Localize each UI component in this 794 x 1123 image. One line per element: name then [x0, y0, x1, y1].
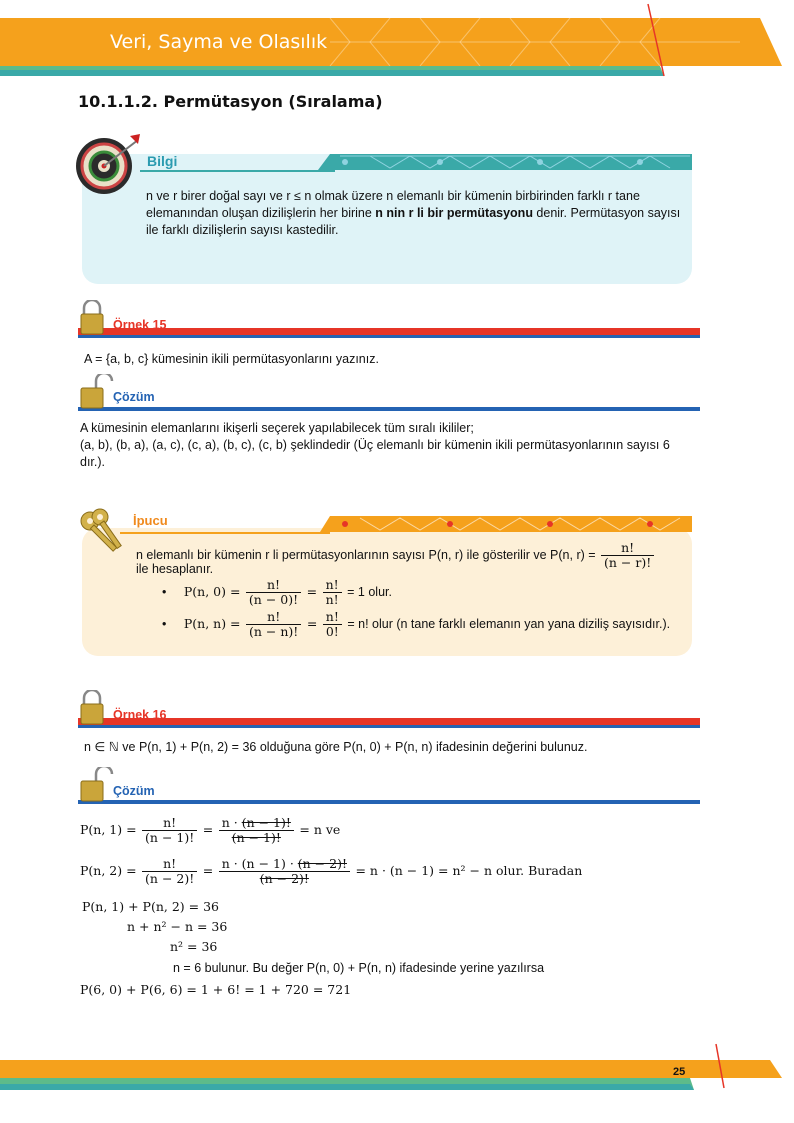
- ipucu-b1-frac2: [323, 578, 342, 607]
- cozum2-eq2: [80, 857, 582, 886]
- ipucu-b1-den2: n!: [325, 592, 339, 607]
- cozum2-eq2-frac1: [142, 857, 197, 886]
- cozum2-eq2-tail: = n · (n − 1) = n² − n olur. Buradan: [355, 862, 583, 878]
- cozum2-eq1-num2-b: (n − 1)!: [241, 815, 291, 830]
- ipucu-line2: ile hesaplanır.: [136, 562, 214, 576]
- bullet-dot-icon: •: [162, 616, 167, 631]
- section-title: 10.1.1.2. Permütasyon (Sıralama): [78, 92, 383, 111]
- ipucu-b1-num1: n!: [246, 578, 301, 593]
- header-title: Veri, Sayma ve Olasılık: [110, 31, 328, 53]
- cozum2-eq2-num1: n!: [142, 857, 197, 872]
- ipucu-b2-num1: n!: [246, 610, 301, 625]
- cozum2-eq2-den1: (n − 2)!: [145, 871, 195, 886]
- ornek15-question: A = {a, b, c} kümesinin ikili permütasyonlarını yazınız.: [84, 352, 379, 366]
- ipucu-formula-den: (n − r)!: [604, 555, 652, 570]
- cozum1-header: [78, 374, 700, 414]
- ipucu-label: İpucu: [133, 513, 168, 528]
- page-number: 25: [673, 1066, 686, 1078]
- cozum2-eq1-den1: (n − 1)!: [145, 830, 195, 845]
- bilgi-text-after: denir. Permütasyon sayısı ile farklı dizilişlerin sayısı kastedilir.: [146, 206, 681, 237]
- ipucu-b1-eq: =: [306, 583, 318, 599]
- dartboard-icon: [72, 130, 142, 200]
- cozum2-line3: P(n, 1) + P(n, 2) = 36: [82, 899, 219, 914]
- ipucu-b1-tail: = 1 olur.: [347, 584, 392, 599]
- cozum1-label: Çözüm: [113, 390, 155, 404]
- keys-icon: [76, 505, 136, 565]
- cozum2-eq2-num2-b: (n − 2)!: [297, 856, 347, 871]
- ipucu-b2-num2: n!: [323, 610, 342, 625]
- ipucu-b1-lhs: P(n, 0) =: [183, 583, 241, 599]
- cozum2-eq2-den2: (n − 2)!: [259, 871, 309, 886]
- bilgi-label: Bilgi: [147, 153, 178, 169]
- ipucu-formula-fraction: [601, 541, 654, 570]
- cozum1-line2: (a, b), (b, a), (a, c), (c, a), (b, c), (c, b) şeklindedir (Üç elemanlı bir kümenin ikili permütasyonlarının sayısı 6 dır.).: [80, 438, 670, 469]
- ornek15-label: Örnek 15: [113, 318, 167, 332]
- bullet-dot-icon: •: [162, 584, 167, 599]
- ipucu-b2-frac1: [246, 610, 301, 639]
- bilgi-text-bold: n nin r li bir permütasyonu: [375, 206, 533, 220]
- cozum2-line6: n = 6 bulunur. Bu değer P(n, 0) + P(n, n) ifadesinde yerine yazılırsa: [173, 961, 545, 975]
- cozum2-eq2-frac2: [219, 857, 350, 886]
- ornek16-header: [78, 690, 700, 730]
- ornek15-header: [78, 300, 700, 340]
- cozum2-eq1-tail: = n ve: [299, 821, 341, 837]
- ipucu-b2-den1: (n − n)!: [249, 624, 299, 639]
- cozum2-line4: n + n² − n = 36: [127, 919, 228, 934]
- cozum2-header: [78, 767, 700, 807]
- cozum1-line1: A kümesinin elemanlarını ikişerli seçerek yapılabilecek tüm sıralı ikililer;: [80, 421, 474, 435]
- ipucu-b1-frac1: [246, 578, 301, 607]
- ipucu-b2-lhs: P(n, n) =: [183, 615, 241, 631]
- ipucu-bullet-1: [162, 578, 392, 607]
- ipucu-bullet-2: [162, 610, 670, 639]
- cozum2-eq1-lhs: P(n, 1) =: [80, 821, 137, 837]
- cozum2-eq1-eq: =: [202, 821, 214, 837]
- cozum2-eq2-lhs: P(n, 2) =: [80, 862, 137, 878]
- cozum2-line7: P(6, 0) + P(6, 6) = 1 + 6! = 1 + 720 = 721: [80, 982, 352, 997]
- ipucu-b1-den1: (n − 0)!: [248, 592, 299, 607]
- bilgi-text-before: n ve r birer doğal sayı ve r ≤ n olmak üzere n elemanlı bir kümenin birbirinden farklı r tane elemanından oluşan dizilişlerin her birine: [146, 189, 640, 220]
- cozum2-eq1-num2-a: n ·: [221, 815, 242, 830]
- cozum2-eq1-num2: [219, 816, 294, 831]
- cozum2-eq1-num1: n!: [142, 816, 197, 831]
- cozum2-eq2-num2: [219, 857, 350, 872]
- cozum2-eq1-den2: (n − 1)!: [231, 830, 281, 845]
- cozum2-eq2-eq: =: [202, 862, 214, 878]
- ipucu-line1: [136, 541, 696, 570]
- ipucu-formula-num: n!: [601, 541, 654, 556]
- cozum2-eq2-num2-a: n · (n − 1) ·: [221, 856, 298, 871]
- ornek16-question: n ∈ ℕ ve P(n, 1) + P(n, 2) = 36 olduğuna göre P(n, 0) + P(n, n) ifadesinin değerini bulunuz.: [84, 740, 588, 754]
- ipucu-line1-text: n elemanlı bir kümenin r li permütasyonlarının sayısı P(n, r) ile gösterilir ve P(n, r) =: [136, 547, 596, 562]
- cozum2-eq1-frac1: [142, 816, 197, 845]
- cozum2-line5: n² = 36: [170, 939, 218, 954]
- ipucu-b2-frac2: [323, 610, 342, 639]
- ipucu-b2-tail: = n! olur (n tane farklı elemanın yan yana diziliş sayısıdır.).: [347, 616, 671, 631]
- ipucu-b1-num2: n!: [323, 578, 342, 593]
- bilgi-text: [146, 188, 681, 239]
- cozum2-eq1-frac2: [219, 816, 294, 845]
- ornek16-label: Örnek 16: [113, 708, 167, 722]
- ipucu-b2-eq: =: [306, 615, 318, 631]
- cozum2-eq1: [80, 816, 340, 845]
- ipucu-b2-den2: 0!: [325, 624, 339, 639]
- cozum2-label: Çözüm: [113, 784, 155, 798]
